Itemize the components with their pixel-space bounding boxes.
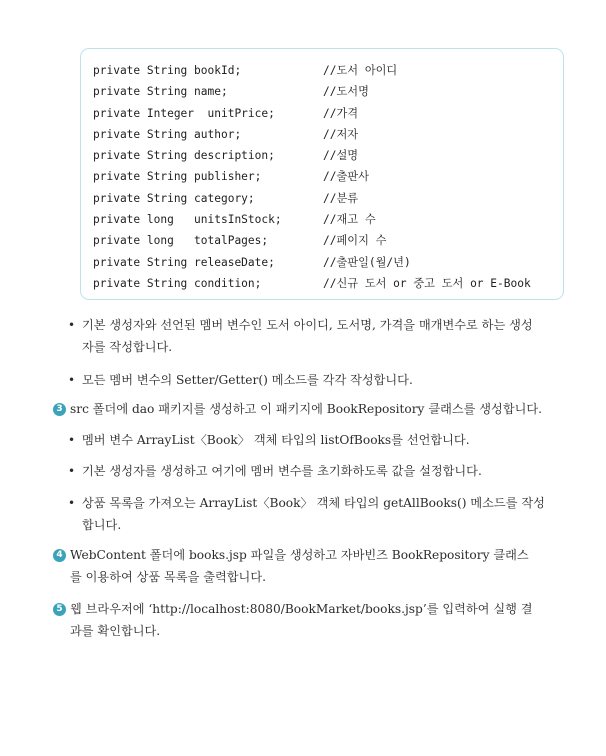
code-line — [93, 209, 563, 230]
bullet-marker: • — [68, 318, 76, 332]
bullet-marker: • — [68, 433, 76, 447]
code-declaration: private String publisher; — [93, 170, 262, 184]
code-declaration: private String releaseDate; — [93, 255, 275, 269]
bullet-text-line: 합니다. — [82, 518, 122, 532]
code-line — [93, 145, 563, 166]
bullet-marker: • — [68, 373, 76, 387]
code-line — [93, 81, 563, 102]
step-number-badge: 4 — [53, 549, 66, 562]
step-text-line: 웹 브라우저에 ‘http://localhost:8080/BookMarket/books.jsp’를 입력하여 실행 결 — [70, 602, 533, 616]
code-comment: //설명 — [323, 149, 359, 163]
step-number-badge: 3 — [53, 403, 66, 416]
code-declaration: private Integer unitPrice; — [93, 106, 275, 120]
code-declaration: private String category; — [93, 191, 255, 205]
code-declaration: private String author; — [93, 127, 242, 141]
code-declaration: private long unitsInStock; — [93, 213, 282, 227]
code-comment: //신규 도서 or 중고 도서 or E-Book — [323, 276, 531, 290]
code-block — [80, 48, 564, 300]
code-declaration: private String name; — [93, 85, 228, 99]
code-comment: //분류 — [323, 191, 359, 205]
code-comment: //도서 아이디 — [323, 64, 398, 77]
bullet-text-line: 멤버 변수 ArrayList〈Book〉 객체 타입의 listOfBooks를 선언합니다. — [82, 433, 470, 447]
step-number-badge: 5 — [53, 603, 66, 616]
code-comment: //페이지 수 — [323, 234, 387, 248]
code-declaration: private long totalPages; — [93, 234, 269, 248]
code-comment: //도서명 — [323, 85, 369, 99]
code-comment: //가격 — [323, 106, 359, 120]
code-comment: //출판사 — [323, 170, 369, 184]
code-declaration: private String description; — [93, 149, 275, 163]
bullet-text-line: 모든 멤버 변수의 Setter/Getter() 메소드를 각각 작성합니다. — [82, 373, 413, 387]
bullet-text-line: 자를 작성합니다. — [82, 340, 173, 354]
code-comment: //출판일(월/년) — [323, 255, 411, 269]
code-line — [93, 166, 563, 187]
code-comment: //저자 — [323, 127, 359, 141]
step-text-line: 과를 확인합니다. — [70, 624, 161, 638]
code-line — [93, 273, 563, 294]
code-line — [93, 103, 563, 124]
bullet-marker: • — [68, 496, 76, 510]
bullet-text-line: 기본 생성자와 선언된 멤버 변수인 도서 아이디, 도서명, 가격을 매개변수로 하는 생성 — [82, 318, 533, 332]
step-text-line: 를 이용하여 상품 목록을 출력합니다. — [70, 570, 266, 584]
code-comment: //재고 수 — [323, 213, 376, 227]
step-text-line: src 폴더에 dao 패키지를 생성하고 이 패키지에 BookRepository 클래스를 생성합니다. — [70, 402, 543, 416]
bullet-marker: • — [68, 464, 76, 478]
code-line — [93, 60, 563, 81]
code-line — [93, 252, 563, 273]
code-declaration: private String bookId; — [93, 64, 242, 77]
code-line — [93, 124, 563, 145]
code-declaration: private String condition; — [93, 276, 262, 290]
bullet-text-line: 상품 목록을 가져오는 ArrayList〈Book〉 객체 타입의 getAllBooks() 메소드를 작성 — [82, 496, 545, 510]
code-line — [93, 188, 563, 209]
step-text-line: WebContent 폴더에 books.jsp 파일을 생성하고 자바빈즈 BookRepository 클래스 — [70, 548, 529, 562]
code-line — [93, 230, 563, 251]
bullet-text-line: 기본 생성자를 생성하고 여기에 멤버 변수를 초기화하도록 값을 설정합니다. — [82, 464, 482, 478]
